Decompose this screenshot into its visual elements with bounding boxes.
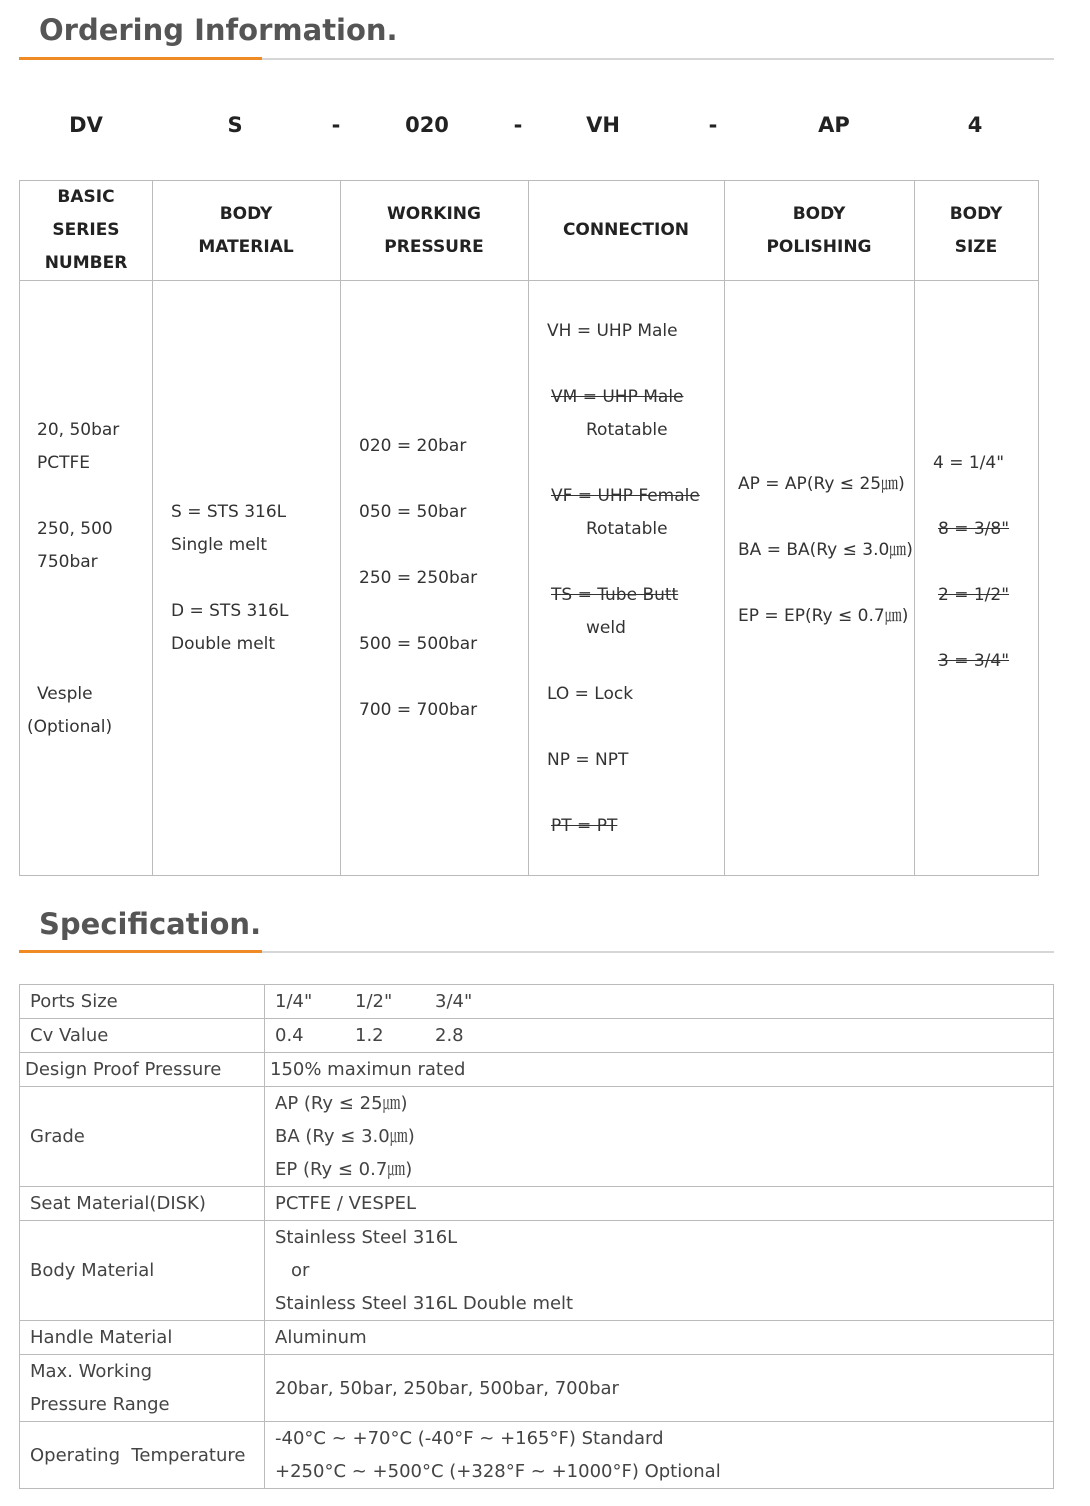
size-option: 4 = 1/4" [933, 453, 1005, 473]
connection-option-note: weld [586, 618, 626, 638]
basic-option: 750bar [37, 552, 98, 572]
specification-title: Specification. [39, 907, 262, 941]
spec-label: Design Proof Pressure [20, 1053, 265, 1087]
code-series: DV [69, 113, 103, 137]
specification-rule-accent [19, 950, 262, 953]
connection-option: VH = UHP Male [547, 321, 678, 341]
spec-row-temperature [20, 1422, 1054, 1489]
polishing-option: BA = BA(Ry ≤ 3.0㎛) [738, 540, 913, 560]
spec-value: Stainless Steel 316L or Stainless Steel 316L Double melt [265, 1221, 1054, 1321]
spec-label: Ports Size [20, 985, 265, 1019]
header-body-material: BODY MATERIAL [198, 203, 294, 257]
spec-label: Cv Value [20, 1019, 265, 1053]
spec-value: -40°C ~ +70°C (-40°F ~ +165°F) Standard +250°C ~ +500°C (+328°F ~ +1000°F) Optional [265, 1422, 1054, 1489]
spec-row-seat [20, 1187, 1054, 1221]
basic-option: 250, 500 [37, 519, 113, 539]
connection-option-note: Rotatable [586, 519, 668, 539]
size-option-discontinued: 3 = 3/4" [938, 651, 1010, 671]
code-dash: - [331, 113, 341, 137]
code-dash: - [708, 113, 718, 137]
spec-value: AP (Ry ≤ 25㎛) BA (Ry ≤ 3.0㎛) EP (Ry ≤ 0.7㎛) [265, 1087, 1054, 1187]
column-divider [528, 181, 529, 875]
spec-value: 20bar, 50bar, 250bar, 500bar, 700bar [265, 1355, 1054, 1422]
connection-option-note: Rotatable [586, 420, 668, 440]
code-size: 4 [967, 113, 983, 137]
spec-row-cv [20, 1019, 1054, 1053]
spec-value: Aluminum [265, 1321, 1054, 1355]
connection-option-discontinued: VF = UHP Female [551, 486, 700, 506]
material-option: Single melt [171, 535, 268, 555]
pressure-option: 050 = 50bar [359, 502, 467, 522]
spec-label: Handle Material [20, 1321, 265, 1355]
pressure-option: 700 = 700bar [359, 700, 478, 720]
material-option: S = STS 316L [171, 502, 287, 522]
column-divider [152, 181, 153, 875]
spec-label: Body Material [20, 1221, 265, 1321]
header-connection: CONNECTION [562, 220, 690, 240]
code-dash: - [513, 113, 523, 137]
basic-option: (Optional) [27, 717, 113, 737]
column-divider [340, 181, 341, 875]
spec-value: 1/4" 1/2" 3/4" [265, 985, 1054, 1019]
header-working-pressure: WORKING PRESSURE [384, 203, 484, 257]
spec-row-pressure [20, 1355, 1054, 1422]
spec-value: 0.4 1.2 2.8 [265, 1019, 1054, 1053]
spec-row-grade [20, 1087, 1054, 1187]
header-divider [20, 280, 1038, 281]
size-option-discontinued: 8 = 3/8" [938, 519, 1010, 539]
material-option: D = STS 316L [171, 601, 289, 621]
ordering-title: Ordering Information. [39, 13, 398, 47]
code-polishing: AP [818, 113, 850, 137]
size-option-discontinued: 2 = 1/2" [938, 585, 1010, 605]
pressure-option: 020 = 20bar [359, 436, 467, 456]
basic-option: Vesple [37, 684, 93, 704]
spec-label: Seat Material(DISK) [20, 1187, 265, 1221]
column-divider [914, 181, 915, 875]
header-body-size: BODY SIZE [949, 203, 1003, 257]
column-divider [724, 181, 725, 875]
connection-option-discontinued: PT = PT [551, 816, 618, 836]
specification-table [19, 984, 1054, 1489]
connection-option: NP = NPT [547, 750, 629, 770]
pressure-option: 500 = 500bar [359, 634, 478, 654]
basic-option: 20, 50bar [37, 420, 120, 440]
ordering-table [19, 180, 1039, 876]
material-option: Double melt [171, 634, 276, 654]
ordering-rule-accent [19, 57, 262, 60]
code-pressure: 020 [405, 113, 449, 137]
spec-value: PCTFE / VESPEL [265, 1187, 1054, 1221]
pressure-option: 250 = 250bar [359, 568, 478, 588]
header-body-polishing: BODY POLISHING [766, 203, 872, 257]
spec-row-body [20, 1221, 1054, 1321]
code-material: S [227, 113, 243, 137]
connection-option-discontinued: VM = UHP Male [551, 387, 684, 407]
spec-row-proof [20, 1053, 1054, 1087]
spec-value: 150% maximun rated [265, 1053, 1054, 1087]
polishing-option: AP = AP(Ry ≤ 25㎛) [738, 474, 905, 494]
connection-option-discontinued: TS = Tube Butt [551, 585, 679, 605]
spec-label: Grade [20, 1087, 265, 1187]
spec-row-handle [20, 1321, 1054, 1355]
spec-row-ports [20, 985, 1054, 1019]
spec-label: Operating Temperature [20, 1422, 265, 1489]
header-basic-series: BASIC SERIES NUMBER [44, 187, 128, 273]
code-connection: VH [586, 113, 620, 137]
connection-option: LO = Lock [547, 684, 634, 704]
polishing-option: EP = EP(Ry ≤ 0.7㎛) [738, 606, 909, 626]
spec-label: Max. Working Pressure Range [20, 1355, 265, 1422]
basic-option: PCTFE [37, 453, 91, 473]
